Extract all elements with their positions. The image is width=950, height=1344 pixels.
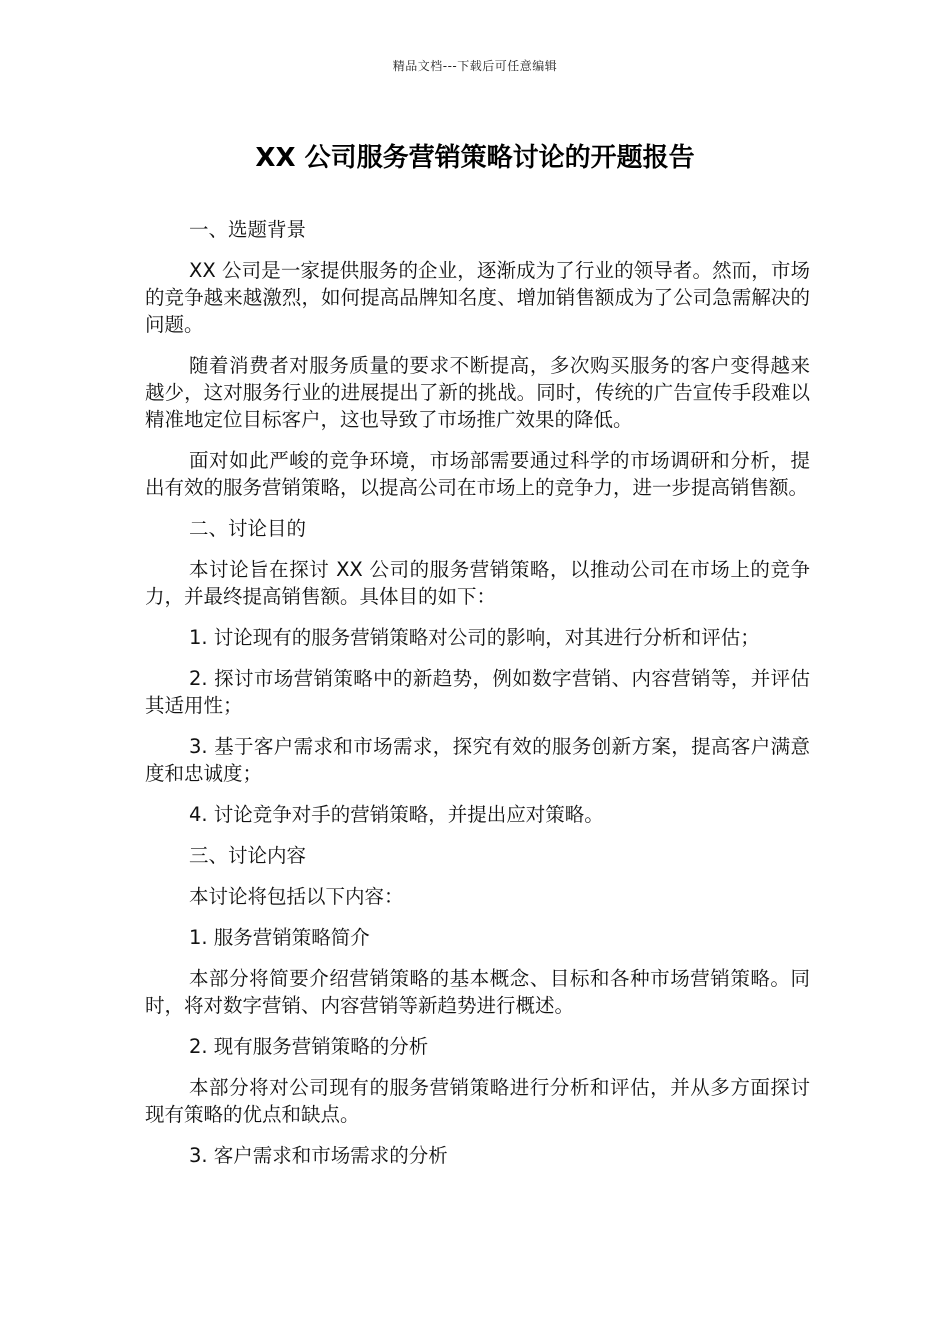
document-body <box>145 216 810 1183</box>
section-heading: 二、讨论目的 <box>189 517 307 540</box>
list-item: 4. 讨论竞争对手的营销策略，并提出应对策略。 <box>189 803 604 826</box>
paragraph: XX 公司是一家提供服务的企业，逐渐成为了行业的领导者。然而，市场的竞争越来越激烈，如何提高品牌知名度、增加销售额成为了公司急需解决的问题。 <box>145 259 810 336</box>
list-item: 1. 讨论现有的服务营销策略对公司的影响，对其进行分析和评估； <box>189 626 760 649</box>
subsection-heading: 3. 客户需求和市场需求的分析 <box>189 1144 448 1167</box>
paragraph: 本讨论旨在探讨 XX 公司的服务营销策略，以推动公司在市场上的竞争力，并最终提高销售额。具体目的如下： <box>145 558 810 608</box>
paragraph: 本部分将简要介绍营销策略的基本概念、目标和各种市场营销策略。同时，将对数字营销、内容营销等新趋势进行概述。 <box>145 967 810 1017</box>
section-heading: 三、讨论内容 <box>189 844 307 867</box>
subsection-heading: 1. 服务营销策略简介 <box>189 926 370 949</box>
paragraph: 本讨论将包括以下内容： <box>189 885 404 908</box>
paragraph: 随着消费者对服务质量的要求不断提高，多次购买服务的客户变得越来越少，这对服务行业的进展提出了新的挑战。同时，传统的广告宣传手段难以精准地定位目标客户，这也导致了市场推广效果的降低。 <box>145 354 810 431</box>
subsection-heading: 2. 现有服务营销策略的分析 <box>189 1035 429 1058</box>
header-note: 精品文档---下载后可任意编辑 <box>392 59 558 73</box>
paragraph: 面对如此严峻的竞争环境，市场部需要通过科学的市场调研和分析，提出有效的服务营销策略，以提高公司在市场上的竞争力，进一步提高销售额。 <box>145 449 810 499</box>
section-heading: 一、选题背景 <box>189 218 307 241</box>
list-item: 2. 探讨市场营销策略中的新趋势，例如数字营销、内容营销等，并评估其适用性； <box>145 667 810 717</box>
paragraph: 本部分将对公司现有的服务营销策略进行分析和评估，并从多方面探讨现有策略的优点和缺点。 <box>145 1076 810 1126</box>
list-item: 3. 基于客户需求和市场需求，探究有效的服务创新方案，提高客户满意度和忠诚度； <box>145 735 810 785</box>
document-title: XX 公司服务营销策略讨论的开题报告 <box>255 143 695 173</box>
